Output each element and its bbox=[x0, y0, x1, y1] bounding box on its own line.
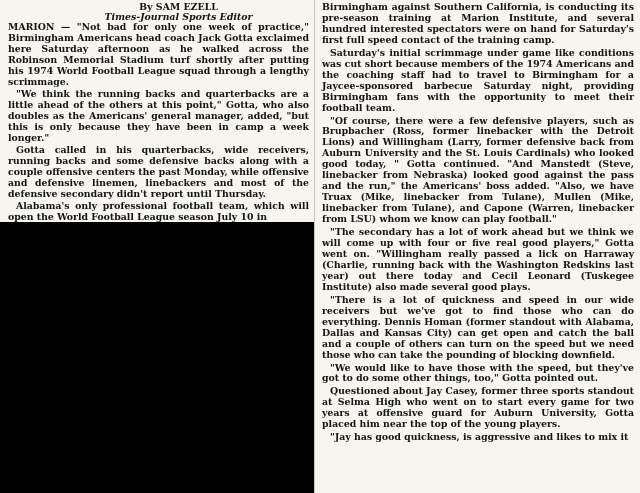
byline bbox=[48, 3, 309, 23]
article-paragraph: "We would like to have those with the speed, but they've got to do some other things, too," Gotta pointed out. bbox=[322, 362, 634, 385]
article-paragraph: Alabama's only professional football team, which will open the World Football League season July 10 in bbox=[8, 200, 309, 223]
article-paragraph: "Of course, there were a few defensive players, such as Brupbacher (Ross, former linebacker with the Detroit Lions) and Willingham (Larry, former defensive back from Auburn University and the St. Louis Cardinals) who looked good today, " Gotta continued. "And Manstedt (Steve, linebacker from Nebraska) looked good against the pass and the run," the Americans' boss added. "Also, we have Truax (Mike, linebacker from Tulane), Mullen (Mike, linebacker from Tulane), and Capone (Warren, linebacker from LSU) whom we know can play football." bbox=[322, 115, 634, 226]
article-paragraph: "Jay has good quickness, is aggressive and likes to mix it bbox=[330, 432, 629, 444]
article-paragraph: Gotta called in his quarterbacks, wide receivers, running backs and some defensive backs along with a couple offensive centers the past Monday, while offensive and defensive linemen, linebackers and most of the defensive secondary didn't report until Thursday. bbox=[8, 144, 309, 200]
article-paragraph: MARION — "Not bad for only one week of practice," Birmingham Americans head coach Jack Gotta exclaimed here Saturday afternoon as he walked across the Robinson Memorial Stadium turf shortly after putting his 1974 World Football League squad through a lengthy scrimmage. bbox=[8, 22, 309, 89]
article-paragraph: "The secondary has a lot of work ahead but we think we will come up with four or five real good players," Gotta went on. "Willingham really passed a lick on Harraway (Charlie, running back with the Washington Redskins last year) out there today and Cecil Leonard (Tuskegee Institute) also made several good plays. bbox=[322, 227, 634, 293]
byline-title: Times-Journal Sports Editor bbox=[104, 12, 253, 24]
article-paragraph: "We think the running backs and quarterbacks are a little ahead of the others at this point," Gotta, who also doubles as the Americans' general manager, added, "but this is only because they have been in camp a week longer." bbox=[8, 89, 309, 144]
article-column-right bbox=[314, 0, 640, 493]
article-paragraph: Saturday's initial scrimmage under game like conditions was cut short because members of the 1974 Americans and the coaching staff had to travel to Birmingham for a Jaycee-sponsored barbecue Saturday night, providing Birmingham fans with the opportunity to meet their football team. bbox=[322, 47, 634, 114]
article-column-left bbox=[0, 0, 314, 222]
byline-author: By SAM EZELL bbox=[139, 2, 218, 13]
article-paragraph: Birmingham against Southern California, is conducting its pre-season training at Marion Institute, and several hundred interested spectators were on hand for Saturday's first full speed contact of the training camp. bbox=[322, 2, 634, 46]
article-paragraph: "There is a lot of quickness and speed in our wide receivers but we've got to find those who can do everything. Dennis Homan (former standout with Alabama, Dallas and Kansas City) can get open and catch the ball and a couple of others can turn on the speed but we need those who can take the pounding of blocking downfield. bbox=[322, 294, 634, 361]
article-paragraph: Questioned about Jay Casey, former three sports standout at Selma High who went on to start every game for two years at offensive guard for Auburn University, Gotta placed him near the top of the young players. bbox=[322, 386, 634, 431]
